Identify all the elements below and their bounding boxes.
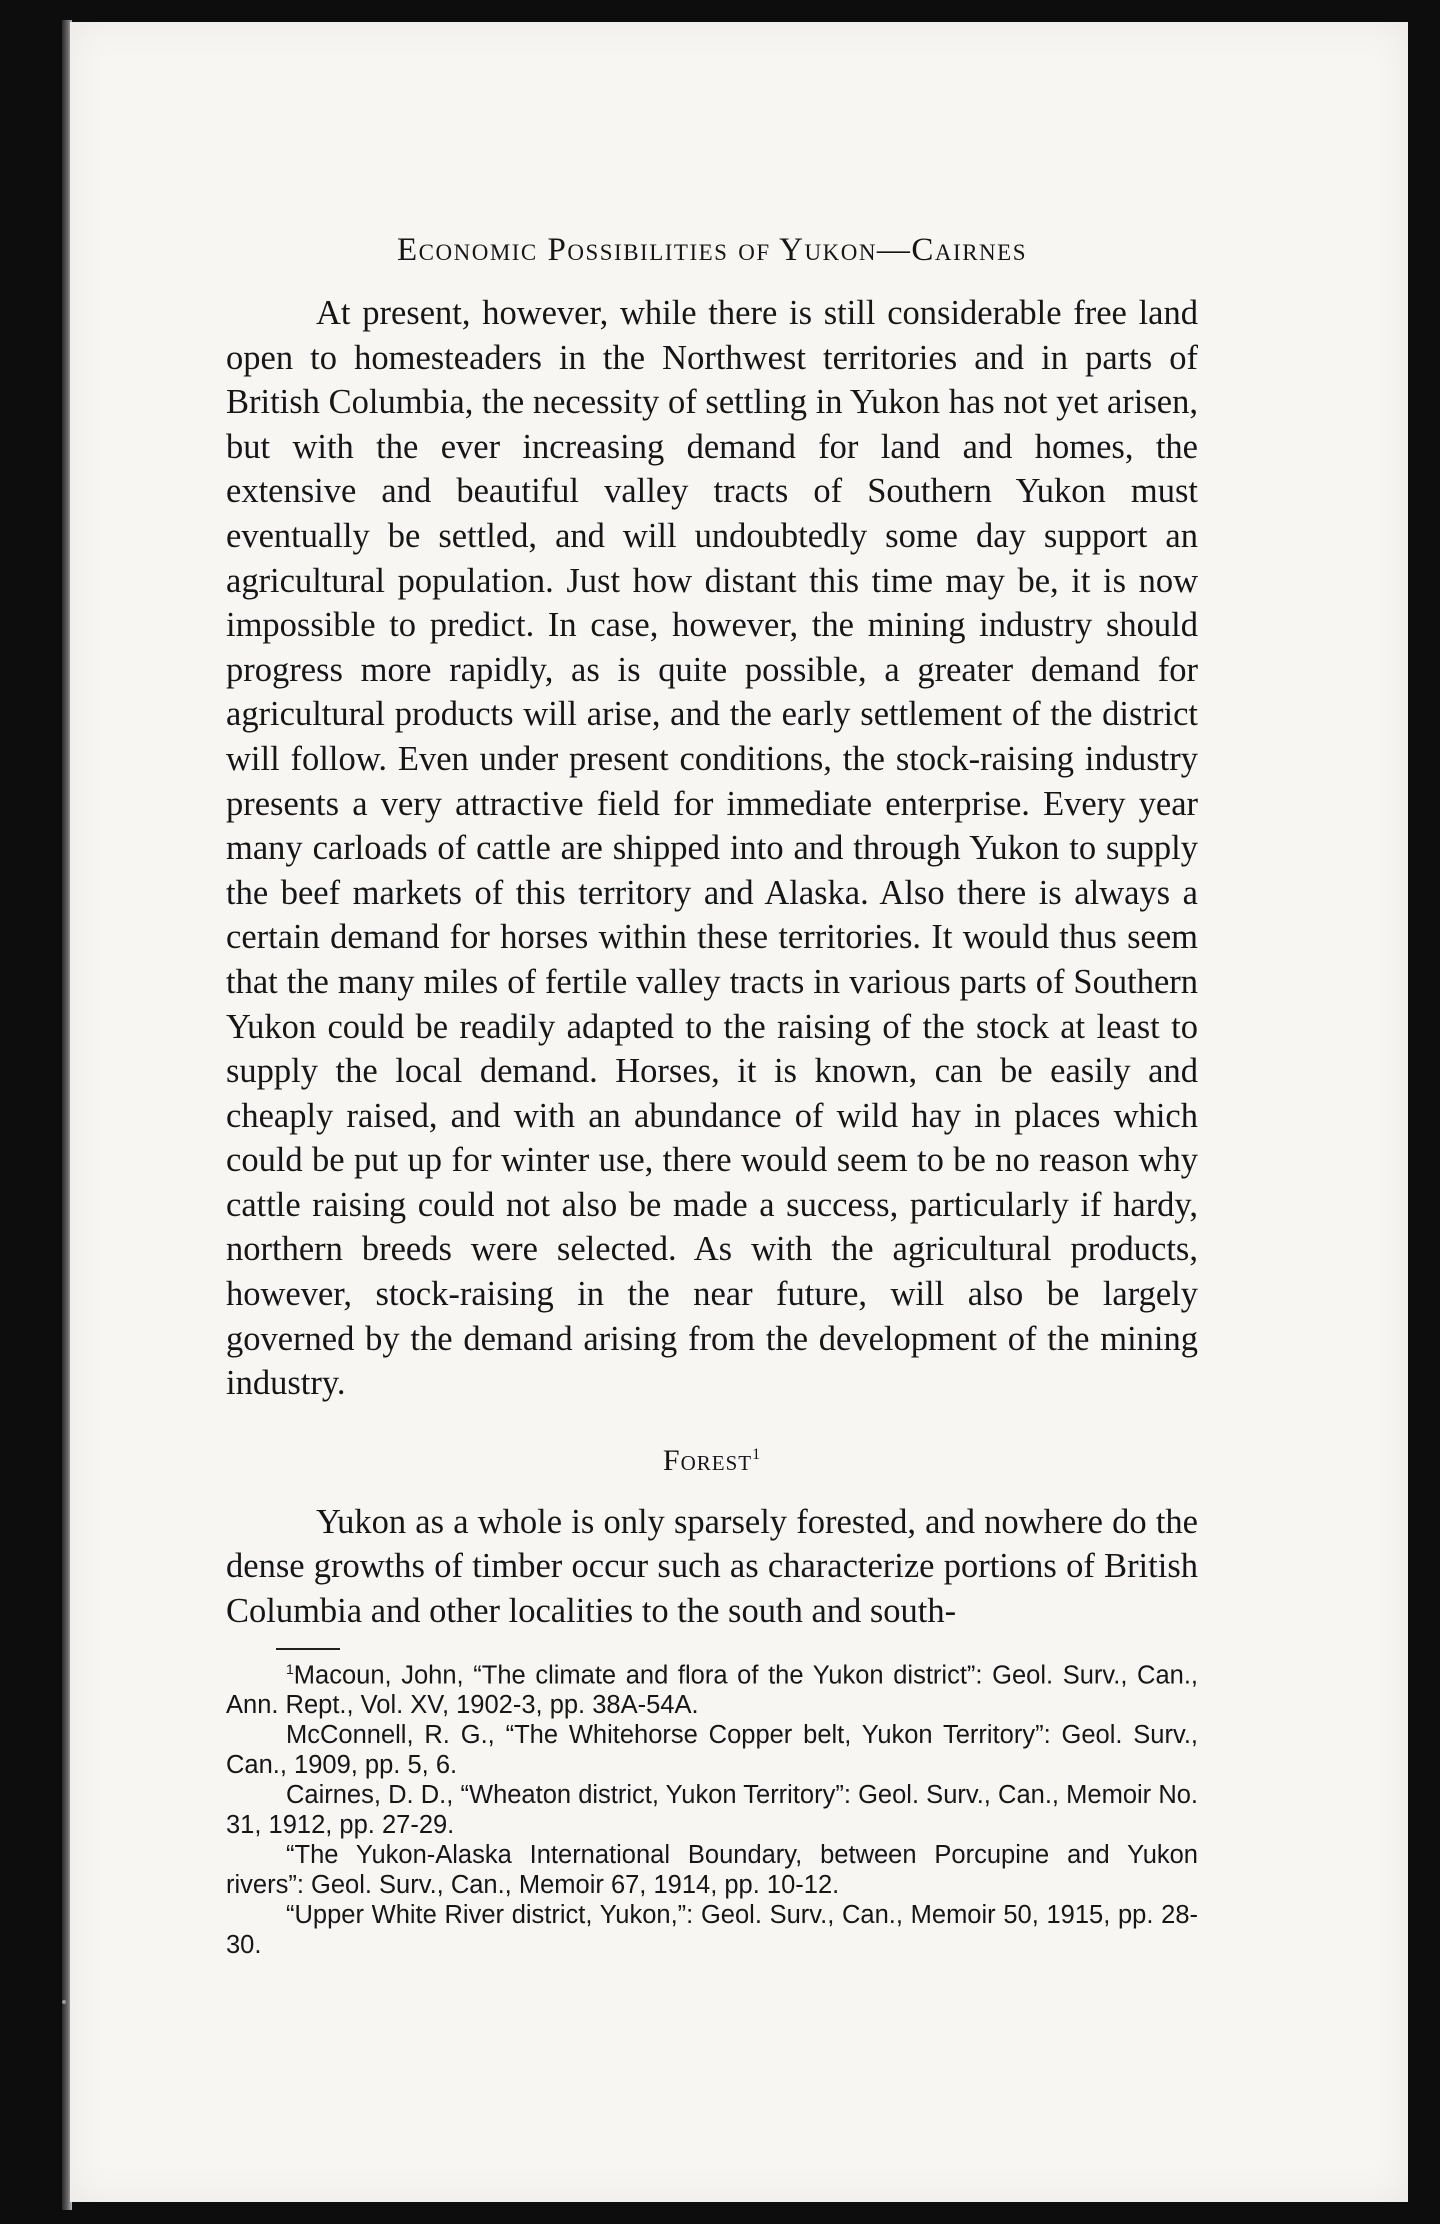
footnote-item: $^1$Macoun, John, “The climate and flora of the Yukon district”: Geol. Surv., Can., Ann. Rept., Vol. XV, 1902-3, pp. 38A-54A. [226,1660,1198,1720]
section-heading-forest [226,1444,1198,1478]
section-heading-text: Forest [662,1443,753,1477]
footnotes [226,1654,1198,1961]
page-content [226,232,1198,1960]
footnote-reference: 1 [752,1445,762,1463]
footnote-marker: 1 [286,1660,294,1677]
footnote-divider [276,1648,340,1650]
paragraph-stock-raising: At present, however, while there is still considerable free land open to homesteaders in the Northwest territories and in parts of British Columbia, the necessity of settling in Yukon has not yet arisen, but with the ever increasing demand for land and homes, the extensive and beautiful valley tracts of Southern Yukon must eventually be settled, and will undoubtedly some day support an agricultural population. Just how distant this time may be, it is now impossible to predict. In case, however, the mining industry should progress more rapidly, as is quite possible, a greater demand for agricultural products will arise, and the early settlement of the district will follow. Even under present conditions, the stock-raising industry presents a very attractive field for immediate enterprise. Every year many carloads of cattle are shipped into and through Yukon to supply the beef markets of this territory and Alaska. Also there is always a certain demand for horses within these territories. It would thus seem that the many miles of fertile valley tracts in various parts of Southern Yukon could be readily adapted to the raising of the stock at least to supply the local demand. Horses, it is known, can be easily and cheaply raised, and with an abundance of wild hay in places which could be put up for winter use, there would seem to be no reason why cattle raising could not also be made a success, particularly if hardy, northern breeds were selected. As with the agricultural products, however, stock-raising in the near future, will also be largely governed by the demand arising from the development of the mining industry. [226,294,1198,1403]
running-head: Economic Possibilities of Yukon—Cairnes [396,232,1027,268]
footnote-item: Cairnes, D. D., “Wheaton district, Yukon Territory”: Geol. Surv., Can., Memoir No. 31, 1912, pp. 27-29. [226,1781,1198,1840]
scan-speck [62,2000,66,2004]
footnote-item: “Upper White River district, Yukon,”: Geol. Surv., Can., Memoir 50, 1915, pp. 28-30. [226,1901,1198,1960]
footnote-item: McConnell, R. G., “The Whitehorse Copper belt, Yukon Territory”: Geol. Surv., Can., 1909, pp. 5, 6. [226,1721,1198,1780]
paragraph-forest: Yukon as a whole is only sparsely forested, and nowhere do the dense growths of timber occur such as characterize portions of British Columbia and other localities to the south and south- [226,1502,1198,1631]
footnote-item: “The Yukon-Alaska International Boundary, between Porcupine and Yukon rivers”: Geol. Surv., Can., Memoir 67, 1914, pp. 10-12. [226,1841,1198,1900]
